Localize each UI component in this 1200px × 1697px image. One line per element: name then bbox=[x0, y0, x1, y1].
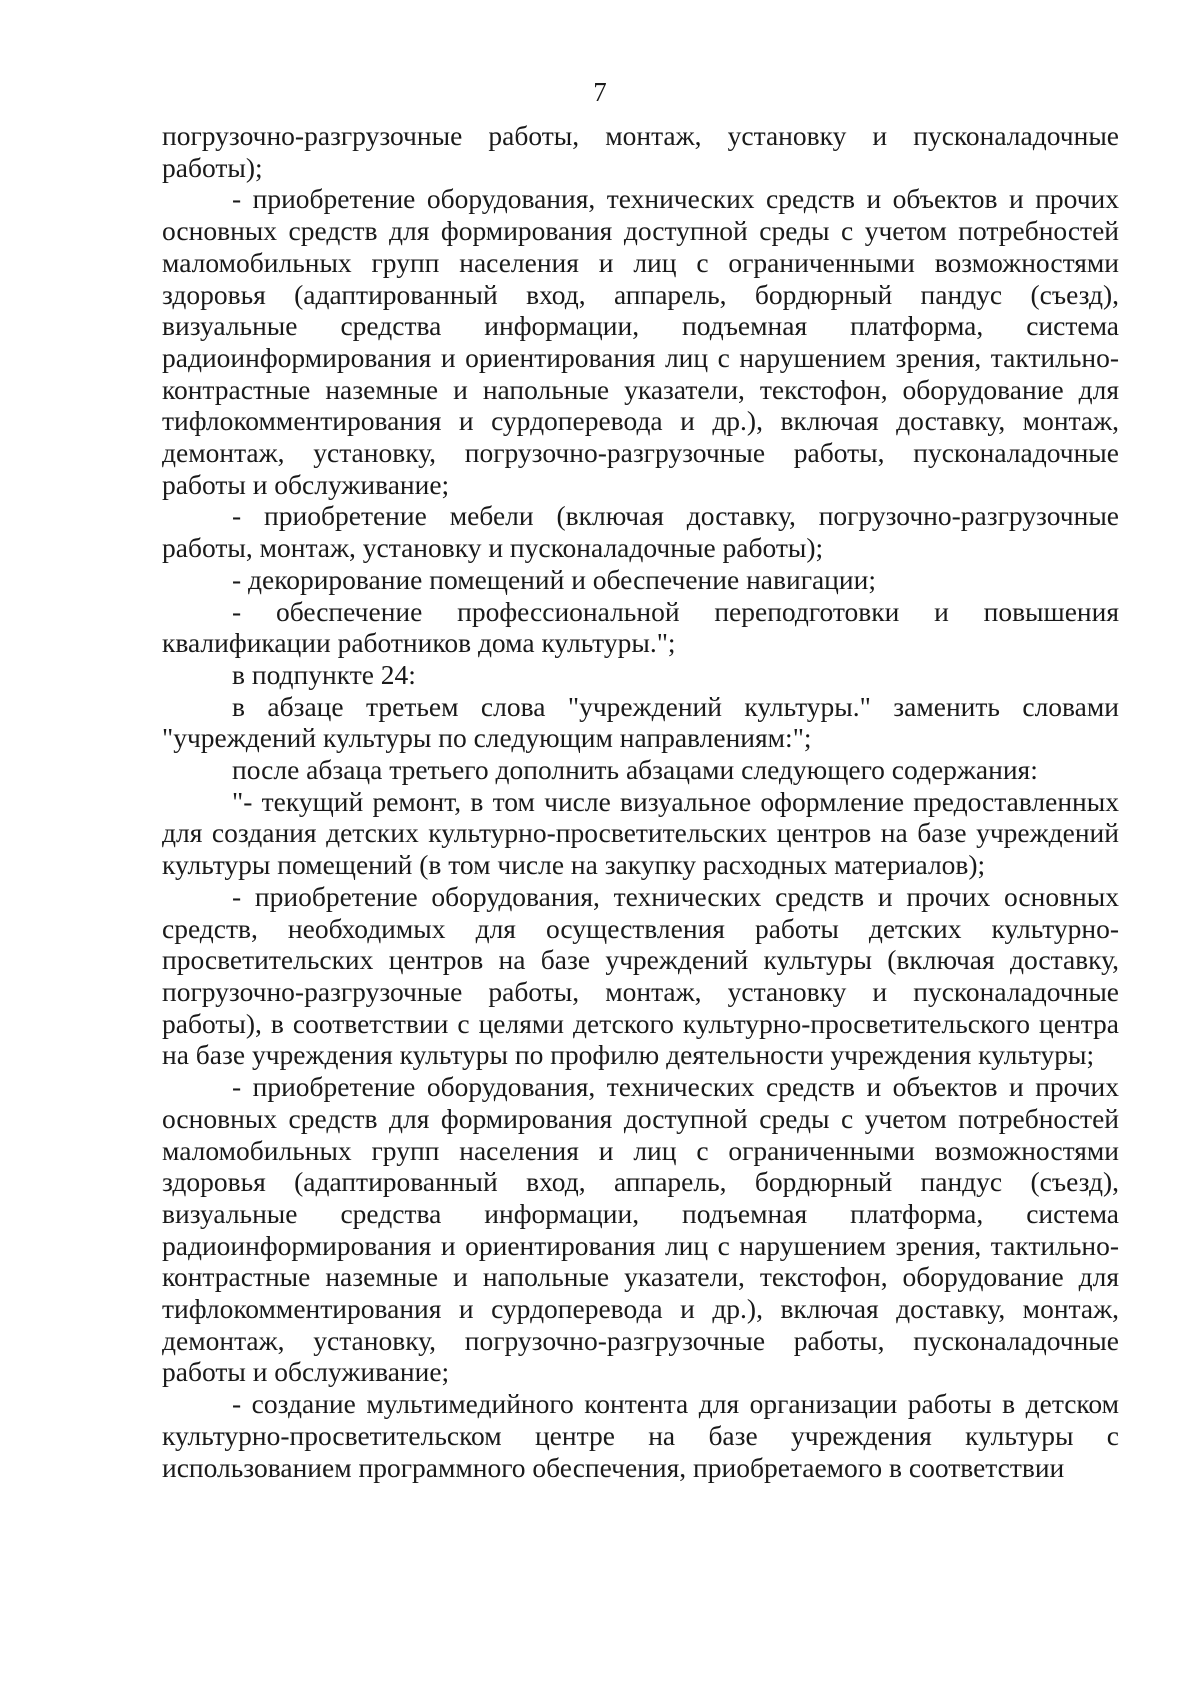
paragraph: - приобретение оборудования, технических средств и объектов и прочих основных средств для формирования доступной среды с учетом потребностей маломобильных групп населения и лиц с ограниченными возможностями здоровья (адаптированный вход, аппарель, бордюрный пандус (съезд), визуальные средства информации, подъемная платформа, система радиоинформирования и ориентирования лиц с нарушением зрения, тактильно-контрастные наземные и напольные указатели, текстофон, оборудование для тифлокомментирования и сурдоперевода и др.), включая доставку, монтаж, демонтаж, установку, погрузочно-разгрузочные работы, пусконаладочные работы и обслуживание; bbox=[162, 183, 1119, 500]
paragraph: - приобретение оборудования, технических средств и прочих основных средств, необходимых для осуществления работы детских культурно-просветительских центров на базе учреждений культуры (включая доставку, погрузочно-разгрузочные работы, монтаж, установку и пусконаладочные работы), в соответствии с целями детского культурно-просветительского центра на базе учреждения культуры по профилю деятельности учреждения культуры; bbox=[162, 880, 1119, 1071]
paragraph: - создание мультимедийного контента для организации работы в детском культурно-просветительском центре на базе учреждения культуры с использованием программного обеспечения, приобретаемого в соответствии bbox=[162, 1388, 1119, 1483]
document-body bbox=[162, 120, 1119, 1483]
paragraph: в подпункте 24: bbox=[232, 658, 416, 690]
page-number: 7 bbox=[593, 77, 607, 107]
paragraph: погрузочно-разгрузочные работы, монтаж, установку и пусконаладочные работы); bbox=[162, 120, 1119, 183]
paragraph: - приобретение мебели (включая доставку, погрузочно-разгрузочные работы, монтаж, установку и пусконаладочные работы); bbox=[162, 500, 1119, 564]
paragraph: в абзаце третьем слова "учреждений культуры." заменить словами "учреждений культуры по следующим направлениям:"; bbox=[162, 690, 1119, 754]
paragraph: после абзаца третьего дополнить абзацами следующего содержания: bbox=[232, 754, 1038, 786]
paragraph: - приобретение оборудования, технических средств и объектов и прочих основных средств для формирования доступной среды с учетом потребностей маломобильных групп населения и лиц с ограниченными возможностями здоровья (адаптированный вход, аппарель, бордюрный пандус (съезд), визуальные средства информации, подъемная платформа, система радиоинформирования и ориентирования лиц с нарушением зрения, тактильно-контрастные наземные и напольные указатели, текстофон, оборудование для тифлокомментирования и сурдоперевода и др.), включая доставку, монтаж, демонтаж, установку, погрузочно-разгрузочные работы, пусконаладочные работы и обслуживание; bbox=[162, 1071, 1119, 1388]
paragraph: - декорирование помещений и обеспечение навигации; bbox=[232, 563, 876, 595]
paragraph: - обеспечение профессиональной переподготовки и повышения квалификации работников дома культуры."; bbox=[162, 595, 1119, 659]
paragraph: "- текущий ремонт, в том числе визуальное оформление предоставленных для создания детских культурно-просветительских центров на базе учреждений культуры помещений (в том числе на закупку расходных материалов); bbox=[162, 785, 1119, 881]
